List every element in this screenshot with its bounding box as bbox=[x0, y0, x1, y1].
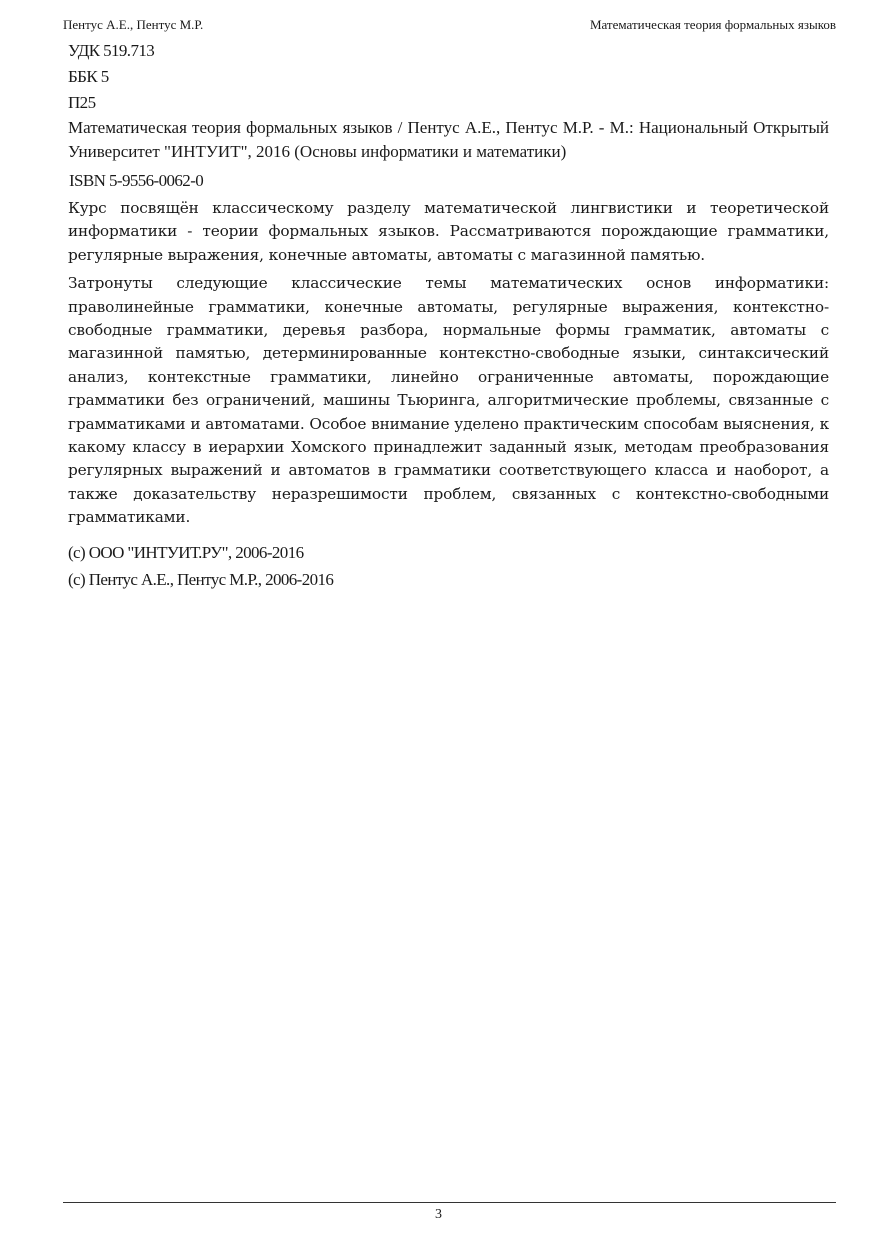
footer-divider bbox=[63, 1202, 836, 1203]
page-content bbox=[68, 38, 829, 593]
copyright-authors: (c) Пентус А.Е., Пентус М.Р., 2006-2016 bbox=[68, 569, 334, 589]
bibliographic-citation: Математическая теория формальных языков / Пентус А.Е., Пентус М.Р. - М.: Национальный Открытый Университет "ИНТУИТ", 2016 (Основы информатики и математики) bbox=[68, 118, 829, 161]
page-number: 3 bbox=[435, 1207, 442, 1222]
abstract-paragraph: Затронуты следующие классические темы математических основ информатики: праволинейные грамматики, конечные автоматы, регулярные выражения, контекстно-свободные грамматики, деревья разбора, нормальные формы грамматик, автоматы с магазинной памятью, детерминированные контекстно-свободные языки, синтаксический анализ, контекстные грамматики, линейно ограниченные автоматы, порождающие грамматики без ограничений, машины Тьюринга, алгоритмические проблемы, связанные с грамматиками и автоматами. Особое внимание уделено практическим способам выяснения, к какому классу в иерархии Хомского принадлежит заданный язык, методам преобразования регулярных выражений и автоматов в грамматики соответствующего класса и наоборот, а также доказательству неразрешимости проблем, связанных с контекстно-свободными грамматиками. bbox=[68, 274, 829, 527]
udk-code: УДК 519.713 bbox=[68, 41, 155, 60]
bbk-code: ББК 5 bbox=[68, 67, 109, 86]
header-book-title: Математическая теория формальных языков bbox=[589, 17, 836, 32]
isbn: ISBN 5-9556-0062-0 bbox=[69, 171, 204, 190]
abstract-paragraph: Курс посвящён классическому разделу математической лингвистики и теоретической информатики - теории формальных языков. Рассматриваются порождающие грамматики, регулярные выражения, конечные автоматы, автоматы с магазинной памятью. bbox=[68, 199, 829, 264]
header-authors: Пентус А.Е., Пентус М.Р. bbox=[63, 17, 204, 32]
copyright-publisher: (c) ООО "ИНТУИТ.РУ", 2006-2016 bbox=[68, 542, 304, 562]
author-mark: П25 bbox=[68, 93, 96, 112]
running-header bbox=[63, 15, 836, 35]
